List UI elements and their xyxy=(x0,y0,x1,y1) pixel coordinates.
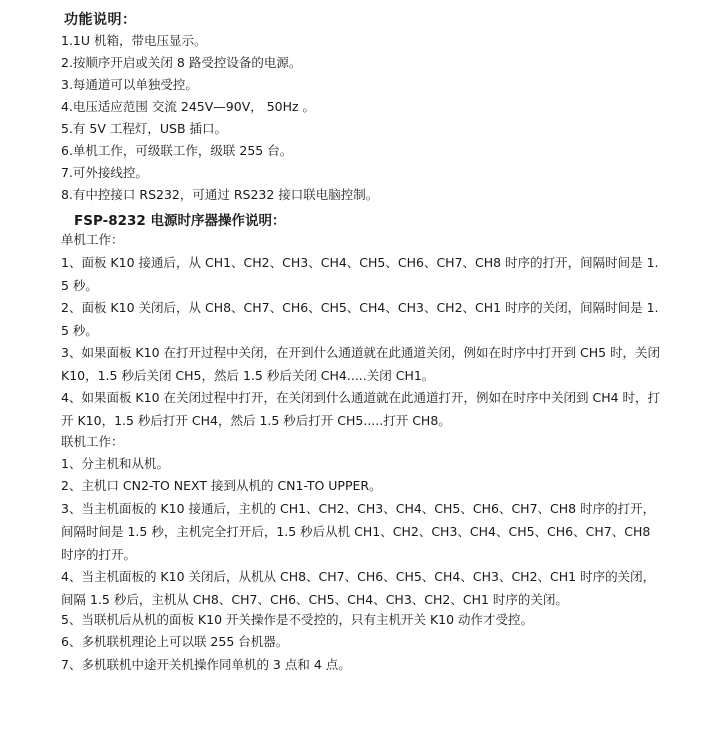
section-title: 功能说明： xyxy=(64,12,137,28)
standalone-item: 1、面板 K10 接通后，从 CH1、CH2、CH3、CH4、CH5、CH6、CH7、CH8 时序的打开，间隔时间是 1.5 秒。 xyxy=(61,255,659,293)
linked-label: 联机工作： xyxy=(61,434,124,449)
feature-item: 7.可外接线控。 xyxy=(61,165,148,180)
operation-manual-title: FSP-8232 电源时序器操作说明： xyxy=(74,213,286,229)
feature-item: 2.按顺序开启或关闭 8 路受控设备的电源。 xyxy=(61,55,302,70)
linked-item: 6、多机联机理论上可以联 255 台机器。 xyxy=(61,634,289,649)
linked-item: 7、多机联机中途开关机操作同单机的 3 点和 4 点。 xyxy=(61,657,351,672)
standalone-item: 4、如果面板 K10 在关闭过程中打开，在关闭到什么通道就在此通道打开，例如在时序中关闭到 CH4 时，打开 K10，1.5 秒后打开 CH4，然后 1.5 秒后打开 CH5.....打开 CH8。 xyxy=(61,390,661,428)
feature-item: 1.1U 机箱，带电压显示。 xyxy=(61,33,207,48)
linked-item: 3、当主机面板的 K10 接通后，主机的 CH1、CH2、CH3、CH4、CH5、CH6、CH7、CH8 时序的打开，间隔时间是 1.5 秒，主机完全打开后，1.5 秒后从机 CH1、CH2、CH3、CH4、CH5、CH6、CH7、CH8 时序的打开。 xyxy=(61,501,656,562)
linked-item: 5、当联机后从机的面板 K10 开关操作是不受控的，只有主机开关 K10 动作才受控。 xyxy=(61,612,534,627)
feature-item: 5.有 5V 工程灯，USB 插口。 xyxy=(61,121,228,136)
feature-item: 3.每通道可以单独受控。 xyxy=(61,77,198,92)
standalone-item: 3、如果面板 K10 在打开过程中关闭，在开到什么通道就在此通道关闭，例如在时序中打开到 CH5 时，关闭 K10，1.5 秒后关闭 CH5，然后 1.5 秒后关闭 CH4.....关闭 CH1。 xyxy=(61,345,661,383)
linked-item: 1、分主机和从机。 xyxy=(61,456,169,471)
standalone-label: 单机工作： xyxy=(61,232,124,247)
feature-item: 6.单机工作，可级联工作，级联 255 台。 xyxy=(61,143,293,158)
feature-item: 4.电压适应范围 交流 245V—90V， 50Hz 。 xyxy=(61,99,316,114)
linked-item: 4、当主机面板的 K10 关闭后，从机从 CH8、CH7、CH6、CH5、CH4、CH3、CH2、CH1 时序的关闭，间隔 1.5 秒后，主机从 CH8、CH7、CH6、CH5、CH4、CH3、CH2、CH1 时序的关闭。 xyxy=(61,569,656,607)
linked-item: 2、主机口 CN2-TO NEXT 接到从机的 CN1-TO UPPER。 xyxy=(61,478,382,493)
feature-item: 8.有中控接口 RS232，可通过 RS232 接口联电脑控制。 xyxy=(61,187,379,202)
standalone-item: 2、面板 K10 关闭后，从 CH8、CH7、CH6、CH5、CH4、CH3、CH2、CH1 时序的关闭，间隔时间是 1.5 秒。 xyxy=(61,300,659,338)
